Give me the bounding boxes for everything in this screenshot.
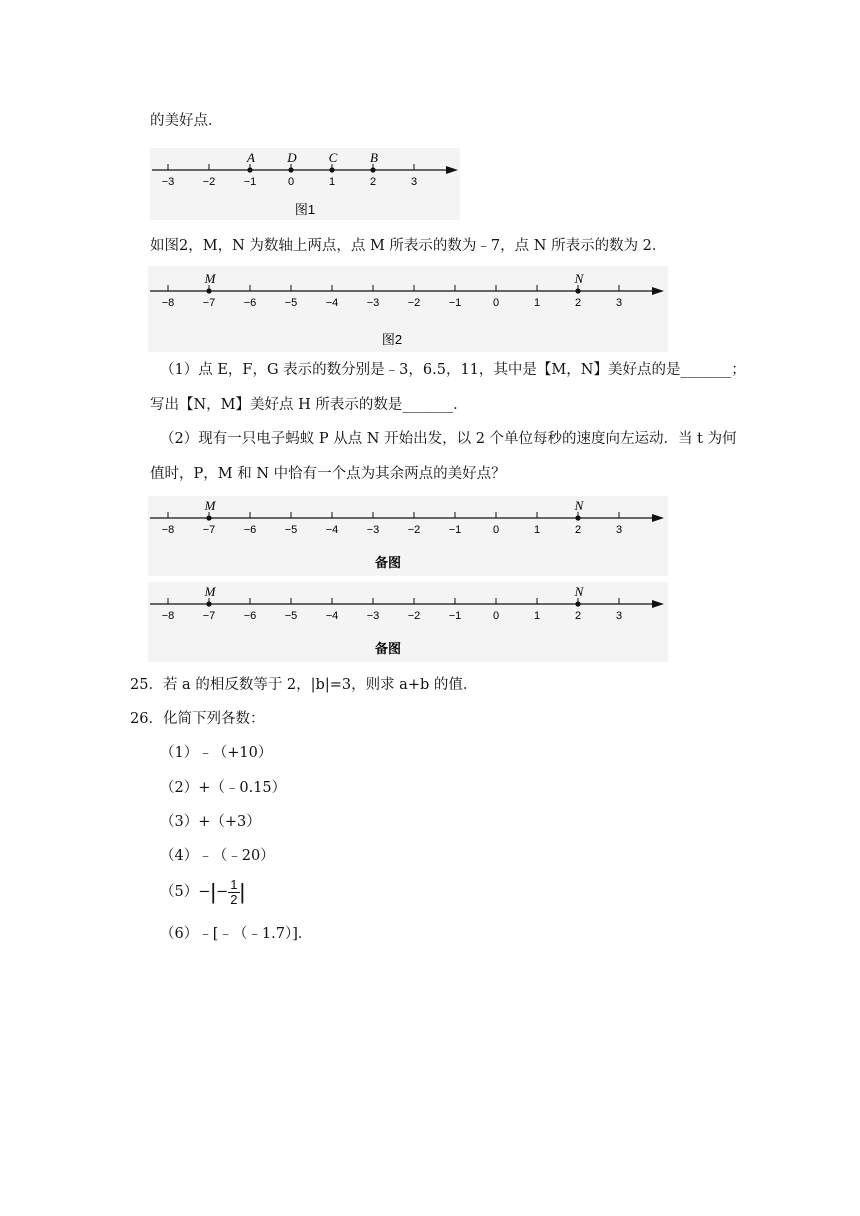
spare-figure-a-tick-label: −8 xyxy=(161,524,175,536)
q26-item-6: （6）﹣[﹣（﹣1.7）]． xyxy=(160,926,313,942)
spare-figure-b-tick-label: −4 xyxy=(325,610,339,622)
figure-1-point-label-A: A xyxy=(247,150,255,165)
spare-figure-b-point-N xyxy=(575,601,580,606)
spare-figure-a-point-label-N: N xyxy=(574,498,584,513)
abs-bar-right: | xyxy=(239,879,246,904)
figure-1-tick-label: −2 xyxy=(202,176,216,188)
figure-1-point-D xyxy=(288,167,293,172)
spare-figure-b-tick-label: −6 xyxy=(243,610,257,622)
figure-2-tick-label: 3 xyxy=(615,297,623,309)
figure-1-point-label-B: B xyxy=(370,150,378,165)
spare-figure-b-background xyxy=(148,582,668,662)
spare-figure-b-tick-label: −3 xyxy=(366,610,380,622)
q26-item-1: （1）﹣（+10） xyxy=(160,745,273,761)
spare-figure-b-tick-label: −2 xyxy=(407,610,421,622)
question-2-line-1: （2）现有一只电子蚂蚁 P 从点 N 开始出发，以 2 个单位每秒的速度向左运动．当 t 为何 xyxy=(160,431,737,447)
spare-figure-a-tick-label: 3 xyxy=(615,524,623,536)
figure-2-tick-label: −6 xyxy=(243,297,257,309)
spare-figure-a-caption: 备图 xyxy=(374,555,402,570)
spare-figure-a-tick-label: −5 xyxy=(284,524,298,536)
figure-1-point-B xyxy=(370,167,375,172)
figure-1-tick-label: 0 xyxy=(287,176,295,188)
q26-item-5 xyxy=(160,877,245,907)
figure-2-intro-text: 如图2，M，N 为数轴上两点，点 M 所表示的数为﹣7，点 N 所表示的数为 2． xyxy=(150,238,667,254)
spare-figure-b-caption: 备图 xyxy=(374,641,402,656)
figure-2-tick-label: −1 xyxy=(448,297,462,309)
figure-1-tick-label: 1 xyxy=(328,176,336,188)
spare-figure-b-tick-label: −8 xyxy=(161,610,175,622)
spare-figure-b-tick-label: −1 xyxy=(448,610,462,622)
figure-2-point-label-M: M xyxy=(204,271,216,286)
spare-figure-b-point-M xyxy=(206,601,211,606)
question-25: 25．若 a 的相反数等于 2，|b|=3，则求 a+b 的值． xyxy=(130,677,478,693)
figure-2-point-label-N: N xyxy=(574,271,584,286)
figure-2-tick-label: 0 xyxy=(492,297,500,309)
figure-1-number-line xyxy=(150,148,460,220)
figure-1-point-label-C: C xyxy=(328,150,338,165)
spare-figure-a-tick-label: −7 xyxy=(202,524,216,536)
figure-1-point-label-D: D xyxy=(287,150,297,165)
spare-figure-b-tick-label: −7 xyxy=(202,610,216,622)
question-1-line-1: （1）点 E，F，G 表示的数分别是﹣3，6.5，11，其中是【M，N】美好点的是_______； xyxy=(160,362,746,378)
spare-figure-a-tick-label: −6 xyxy=(243,524,257,536)
q26-item-5-prefix: （5） xyxy=(160,884,199,900)
inner-minus-sign: − xyxy=(216,884,229,900)
spare-figure-b-tick-label: 2 xyxy=(574,610,582,622)
spare-figure-b-tick-label: 0 xyxy=(492,610,500,622)
figure-2-point-N xyxy=(575,288,580,293)
spare-figure-a-tick-label: −2 xyxy=(407,524,421,536)
figure-2-tick-label: −8 xyxy=(161,297,175,309)
q26-item-2: （2）+（﹣0.15） xyxy=(160,780,287,796)
fraction-numerator: 1 xyxy=(230,876,238,892)
spare-figure-a-point-N xyxy=(575,515,580,520)
spare-figure-b-tick-label: 1 xyxy=(533,610,541,622)
fraction-denominator: 2 xyxy=(230,891,238,907)
spare-figure-b-tick-label: −5 xyxy=(284,610,298,622)
figure-2-point-M xyxy=(206,288,211,293)
spare-figure-a xyxy=(148,496,668,576)
q26-item-4: （4）﹣（﹣20） xyxy=(160,848,275,864)
minus-sign: − xyxy=(198,884,211,900)
figure-2-tick-label: 2 xyxy=(574,297,582,309)
fraction-one-half xyxy=(228,878,239,907)
figure-2-background xyxy=(148,266,668,352)
figure-1-tick-label: −1 xyxy=(243,176,257,188)
figure-2-number-line xyxy=(148,266,668,352)
figure-1-point-C xyxy=(329,167,334,172)
question-2-line-2: 值时，P，M 和 N 中恰有一个点为其余两点的美好点？ xyxy=(150,466,506,482)
figure-2-tick-label: −5 xyxy=(284,297,298,309)
spare-figure-b-point-label-M: M xyxy=(204,584,216,599)
question-1-line-2: 写出【N，M】美好点 H 所表示的数是_______． xyxy=(150,397,468,413)
spare-figure-a-tick-label: −1 xyxy=(448,524,462,536)
intro-tail-text: 的美好点． xyxy=(150,113,223,129)
spare-figure-b xyxy=(148,582,668,662)
spare-figure-a-point-label-M: M xyxy=(204,498,216,513)
question-26: 26．化简下列各数： xyxy=(130,711,265,727)
spare-figure-a-background xyxy=(148,496,668,576)
figure-1-point-A xyxy=(247,167,252,172)
figure-2-tick-label: −7 xyxy=(202,297,216,309)
figure-2-tick-label: −3 xyxy=(366,297,380,309)
figure-2-tick-label: 1 xyxy=(533,297,541,309)
figure-2-tick-label: −2 xyxy=(407,297,421,309)
spare-figure-a-tick-label: 0 xyxy=(492,524,500,536)
figure-1-caption: 图1 xyxy=(294,202,316,217)
figure-2-caption: 图2 xyxy=(381,332,403,347)
spare-figure-b-point-label-N: N xyxy=(574,584,584,599)
figure-2-tick-label: −4 xyxy=(325,297,339,309)
figure-1-tick-label: 3 xyxy=(410,176,418,188)
spare-figure-a-tick-label: 1 xyxy=(533,524,541,536)
q26-item-3: （3）+（+3） xyxy=(160,814,261,830)
abs-bar-left: | xyxy=(210,879,217,904)
figure-1-tick-label: 2 xyxy=(369,176,377,188)
spare-figure-b-tick-label: 3 xyxy=(615,610,623,622)
spare-figure-a-tick-label: 2 xyxy=(574,524,582,536)
spare-figure-a-tick-label: −4 xyxy=(325,524,339,536)
spare-figure-a-tick-label: −3 xyxy=(366,524,380,536)
figure-1-tick-label: −3 xyxy=(161,176,175,188)
spare-figure-a-point-M xyxy=(206,515,211,520)
